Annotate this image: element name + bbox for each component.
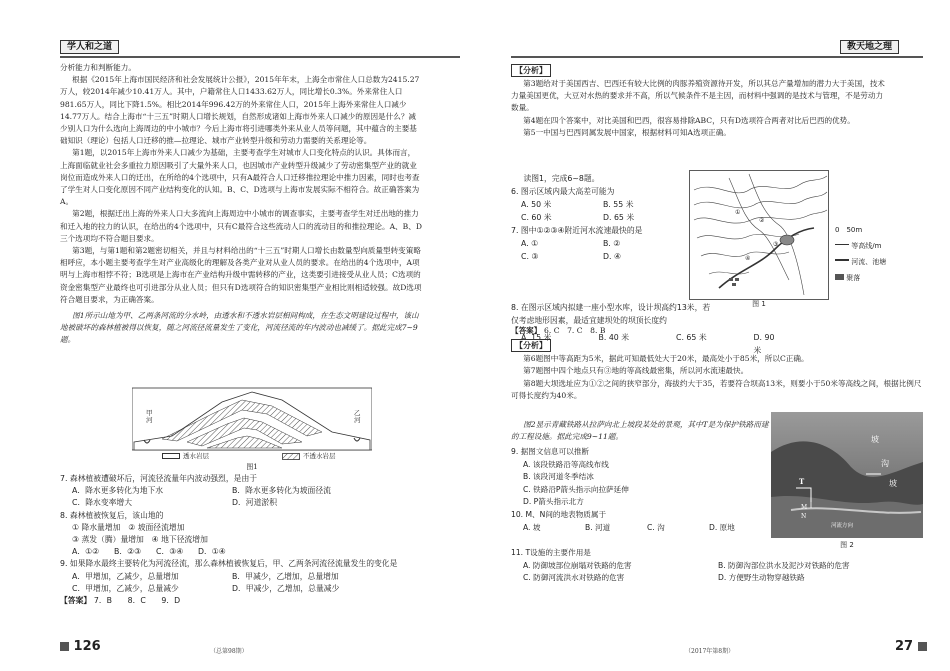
q9-option-a[interactable]: A．甲增加，乙减少，总量增加 (72, 571, 179, 581)
photo-label-po1: 坡 (871, 435, 879, 444)
right-answers-6-8 (511, 325, 923, 402)
q7r-option-a[interactable]: A. ① (521, 239, 539, 248)
photo-figure-2 (771, 412, 923, 552)
q6-option-a[interactable]: A. 50 米 (521, 200, 552, 209)
intro-paragraph: 第2题，根据迁出上海的外来人口大多流向上海周边中小城市的调查事实，主要考查学生对迁出地的推力和迁入地的拉力的认识，在给出的4个选项中，只有C最符合这些流动人口的流动目的和推拉理论。A、B、D三个选项均不符合题目要求。 (60, 209, 422, 243)
left-text-column (60, 62, 422, 347)
intro-paragraph: 分析能力和判断能力。 (60, 63, 136, 72)
q7-option-a[interactable]: A．降水更多转化为地下水 (72, 486, 164, 496)
right-header-tab: 教天地之理 (840, 40, 899, 54)
q8r-option-b[interactable]: B. 40 米 (598, 333, 630, 342)
analysis2-paragraph: 第6题图中等高距为5米，据此可知最低处大于20米，最高处小于85米，所以C正确。 (523, 354, 809, 364)
q8-option-b[interactable]: B．②③ (114, 547, 142, 557)
q11-option-b[interactable]: B. 防御沟部位洪水及泥沙对铁路的危害 (718, 560, 850, 570)
q9-stem: 9. 如果降水最终主要转化为河流径流，那么森林植被恢复后，甲、乙两条河流径流量发生的变化是 (60, 559, 398, 569)
left-questions (60, 473, 422, 607)
read-intro: 读图1，完成6~8题。 (523, 174, 600, 183)
left-page-number: 126 (60, 641, 101, 653)
q6-option-d[interactable]: D. 65 米 (603, 213, 635, 222)
analysis2-paragraph: 第7题图中四个地点只有③地的等高线最密集，所以河水流速最快。 (523, 366, 749, 376)
intro-paragraph: 第1题，以2015年上海市外来人口减少为基础，主要考查学生对城市人口变化特点的认识。具体而言，上海面临就业社会多重拉力原因吸引了大量外来人口，也因城市产业转型升级减少了劳动密集型产业的就业岗位而造成外来人口的迁出，在所给的4个选项中，只有A最符合人口迁移推拉理论中推力因素，同时也考查了学生对人口变化原因不同产业结构变化的认知。B、C、D选项与上海市发展实际不相符合。故正确答案为A。 (60, 148, 420, 207)
right-page (475, 0, 950, 671)
river-icon (835, 259, 849, 261)
legend-river: 河流、池塘 (835, 254, 925, 270)
q8-option-c[interactable]: C．③④ (156, 547, 184, 557)
left-footer: （总第98期） (210, 648, 248, 655)
svg-text:③: ③ (773, 241, 779, 248)
right-analysis (511, 62, 886, 139)
q7-stem: 7. 森林植被遭破坏后，河流径流量年内波动强烈，是由于 (60, 474, 258, 483)
contour-line-icon (835, 244, 849, 245)
figure-1 (132, 384, 372, 472)
right-header-rule (511, 56, 923, 58)
q11-option-c[interactable]: C. 防御河流洪水对铁路的危害 (523, 573, 625, 583)
page-square-icon (918, 642, 927, 651)
label-yi-river: 乙河 (354, 409, 361, 424)
figure-intro: 图1所示山地为甲、乙两条河流的分水岭，由透水和不透水岩层相间构成，在生态文明建设过程中，该山地被破坏的森林植被得以恢复，随之河流径流量发生了变化，河流径流的年内波动也减缓了。据此完成7~9题。 (60, 311, 419, 345)
contour-map (689, 170, 829, 300)
photo-label-direction: 河流方向 (831, 523, 854, 529)
q6-stem: 6. 图示区域内最大高差可能为 (511, 187, 615, 196)
left-header-rule (60, 56, 460, 58)
svg-text:②: ② (759, 217, 765, 224)
q8-stem: 8. 森林植被恢复后，该山地的 (60, 510, 164, 520)
q6-option-c[interactable]: C. 60 米 (521, 213, 552, 222)
right-questions-9-11 (511, 446, 771, 534)
q8r-option-a[interactable]: A. 15 米 (521, 333, 552, 342)
label-jia-river: 甲河 (146, 409, 153, 424)
fig2-intro-block (511, 419, 771, 443)
right-footer: （2017年第8期） (685, 648, 735, 655)
fig2-intro: 图2显示青藏铁路从拉萨向北上坡段某处的景观，其中T是为保护铁路而建的工程设施。据此完成9~11题。 (511, 420, 769, 442)
q10-option-b[interactable]: B. 河道 (585, 522, 611, 532)
q11-option-d[interactable]: D. 方便野生动物穿越铁路 (718, 573, 805, 583)
q9r-option-b[interactable]: B. 该段河道冬季结冰 (523, 472, 594, 482)
q9r-stem: 9. 据图文信息可以推断 (511, 447, 590, 456)
photo-label-m: M (801, 504, 808, 511)
q7r-stem: 7. 图中①②③④附近河水流速最快的是 (511, 226, 643, 235)
svg-text:④: ④ (745, 255, 751, 262)
intro-paragraph: 根据《2015年上海市国民经济和社会发展统计公报》，2015年年末，上海全市常住人口总数为2415.27万人，较2014年减少10.41万人。其中，户籍常住人口1433.62万人，同比增长0.3%。外来常住人口981.65万人，同比下降1.5%。相比2014年996.42万的外来常住人口，2015年上海外来常住人口减少14.77万人。结合上海市“十三五”时期人口增长规划，自然形成诸如上海市外来人口减少的原因是什么？减少别人口为什么选向上海周边的中小城市？今后上海市将引进哪类外来从业人员等问题，其中蕴含的主要基础知识（理论）包括人口迁移的推—拉理论、城市产业转型升级和劳动力需要的关系理论等。 (60, 75, 420, 146)
photo-label-po2: 坡 (889, 479, 897, 488)
right-questions-6-8 (511, 172, 701, 263)
left-header-tab: 学人和之道 (60, 40, 119, 54)
q8-items: ① 降水量增加 ② 坡面径流增加 ③ 蒸发（腾）量增加 ④ 地下径流增加 (72, 522, 208, 545)
legend-permeable: 透水岩层 (162, 450, 209, 462)
q9r-option-d[interactable]: D. P箭头指示北方 (523, 497, 584, 507)
analysis-paragraph: 第3题给对于美国西吉、巴西还有较大比例的肉豚养殖资源待开发，所以其总产量增加的潜力大于美国，技术力量美国更优，大豆对水热的要求并不高，所以气候条件不是主因，而材料中强调的是技术与管理，不是劳动力数量。 (511, 79, 885, 113)
page-square-icon (60, 642, 69, 651)
legend-impermeable: 不透水岩层 (282, 450, 336, 462)
q11-stem: 11. T设施的主要作用是 (511, 548, 591, 557)
figure-1-caption: 图1 (246, 463, 258, 471)
right-question-11 (511, 547, 923, 585)
map-scale: 0 50m (835, 226, 863, 234)
q9-option-c[interactable]: C．甲增加，乙减少，总量减少 (72, 583, 179, 593)
q11-option-a[interactable]: A. 防御坡部位崩塌对铁路的危害 (523, 560, 632, 570)
q8r-option-c[interactable]: C. 65 米 (676, 333, 707, 342)
q7r-option-c[interactable]: C. ③ (521, 252, 539, 261)
photo-label-t: T (799, 477, 805, 486)
contour-map-figure (689, 170, 927, 310)
analysis-paragraph: 第4题在四个答案中，对比美国和巴西，很容易排除ABC，只有D选项符合两者对比后巴西的优势。 (523, 115, 855, 125)
analysis-label: 【分析】 (511, 64, 551, 77)
svg-text:①: ① (735, 209, 741, 216)
right-answer: 【答案】 6. C 7. C 8. B (511, 326, 606, 335)
analysis2-label: 【分析】 (511, 339, 551, 352)
q10-stem: 10. M、N间的地表物质属于 (511, 509, 607, 519)
map-caption: 图 1 (752, 300, 766, 308)
analysis2-paragraph: 第8题大坝选址应为①②之间的狭窄部分，海拔约大于35，若要符合坝高13米，则要小于50米等高线之间，根据比例尺可得长度约为40米。 (511, 378, 922, 400)
q6-option-b[interactable]: B. 55 米 (603, 200, 634, 209)
q8-option-d[interactable]: D．①④ (198, 547, 226, 557)
legend-village: 聚落 (835, 270, 925, 286)
q7-option-c[interactable]: C．降水变率增大 (72, 498, 133, 508)
q9r-option-a[interactable]: A. 该段铁路沿等高线布线 (523, 459, 609, 469)
q10-option-c[interactable]: C. 沟 (647, 522, 665, 532)
left-answer: 【答案】 7．B 8．C 9．D (60, 596, 181, 606)
q7r-option-b[interactable]: B. ② (603, 239, 621, 248)
q7-option-d[interactable]: D．河道淤积 (232, 498, 277, 508)
photo-label-gou: 沟 (881, 459, 889, 468)
right-page-number: 27 (895, 641, 927, 653)
q10-option-a[interactable]: A. 坡 (523, 522, 541, 532)
analysis-paragraph: 第5一中国与巴西同属发展中国家，根据材料可知A选项正确。 (523, 127, 731, 137)
q10-option-d[interactable]: D. 原地 (709, 522, 735, 532)
q9r-option-c[interactable]: C. 铁路沿P箭头指示向拉萨延伸 (523, 484, 629, 494)
q7r-option-d[interactable]: D. ④ (603, 252, 621, 261)
intro-paragraph: 第3题，与第1题和第2题密切相关，并且与材料给出的“十三五”时期人口增长由数量型向质量型转变策略相呼应，本小题主要考查学生对产业高级化的理解及各类产业对从业人员的要求。在给出的4个选项中，A项明与上海市相悖不符；B选项是上海市在产业结构升级中需转移的产业，这类要引进接受从业人员；C选项的资金密集型产业最终也可引进部分从业人员；但只有D选项符合的知识密集型产业相比则相适较强。故D选项符合题目要求，为正确答案。 (60, 246, 422, 304)
q9-option-d[interactable]: D．甲减少，乙增加，总量减少 (232, 583, 340, 593)
photo-label-n: N (801, 513, 807, 520)
q7-option-b[interactable]: B．降水更多转化为坡面径流 (232, 486, 331, 496)
q8r-stem: 8. 在图示区域内拟建一座小型水库，设计坝高约13米，若仅考虑地形因素，最适宜建坝处的坝顶长度约 (511, 303, 711, 325)
photo-caption: 图 2 (840, 541, 854, 549)
q9-option-b[interactable]: B．甲减少，乙增加，总量增加 (232, 571, 339, 581)
q8-option-a[interactable]: A．①② (72, 547, 100, 557)
legend-contour: 等高线/m (835, 238, 925, 254)
map-legend (835, 222, 925, 286)
q8r-option-d[interactable]: D. 90 米 (753, 333, 775, 355)
village-icon (835, 274, 844, 280)
